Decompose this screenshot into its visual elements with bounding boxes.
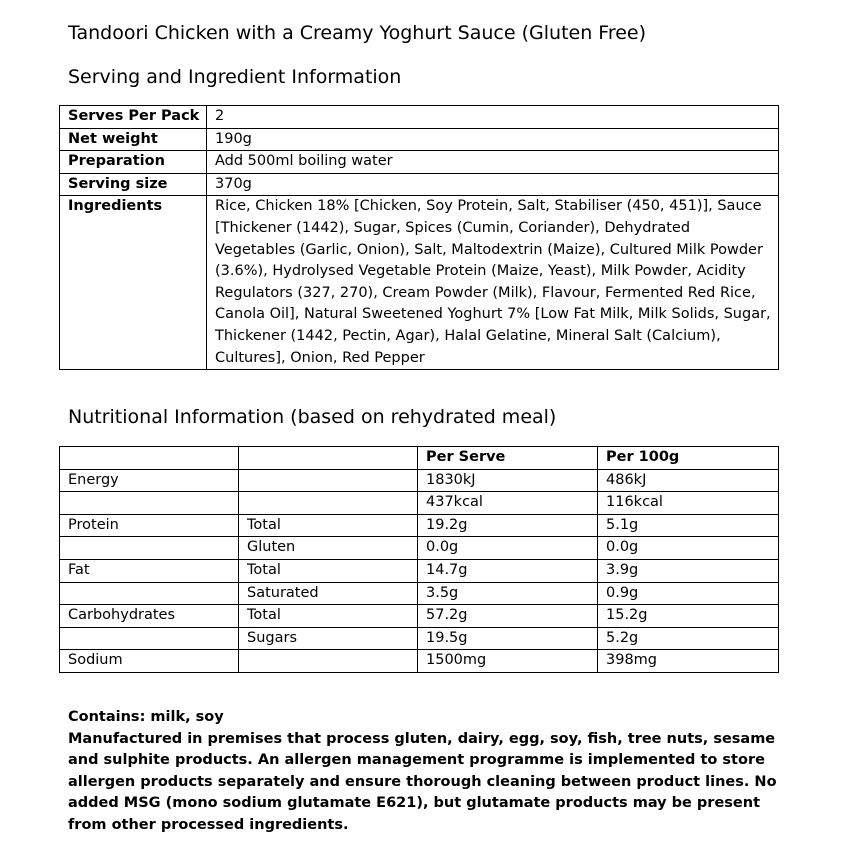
nutrient-name: Energy xyxy=(60,469,239,492)
page-title: Tandoori Chicken with a Creamy Yoghurt Sauce (Gluten Free) xyxy=(68,22,647,44)
per-100g-value: 486kJ xyxy=(598,469,779,492)
nutrition-table xyxy=(59,446,779,673)
nutrient-sub: Total xyxy=(239,514,418,537)
table-row xyxy=(60,492,779,515)
per-100g-value: 5.1g xyxy=(598,514,779,537)
per-100g-value: 0.0g xyxy=(598,537,779,560)
nutrient-sub: Total xyxy=(239,559,418,582)
row-label: Serving size xyxy=(60,173,207,196)
serving-heading: Serving and Ingredient Information xyxy=(68,66,402,88)
per-serve-value: 19.2g xyxy=(418,514,598,537)
per-100g-value: 116kcal xyxy=(598,492,779,515)
table-row xyxy=(60,151,779,174)
table-row xyxy=(60,627,779,650)
header-cell xyxy=(239,447,418,470)
nutrient-name: Sodium xyxy=(60,650,239,673)
row-value: 370g xyxy=(207,173,779,196)
header-per-serve: Per Serve xyxy=(418,447,598,470)
per-serve-value: 0.0g xyxy=(418,537,598,560)
row-label: Ingredients xyxy=(60,196,207,370)
nutrient-name xyxy=(60,537,239,560)
table-row xyxy=(60,128,779,151)
row-value: 2 xyxy=(207,106,779,129)
table-row xyxy=(60,650,779,673)
nutrient-name xyxy=(60,492,239,515)
nutrient-sub: Saturated xyxy=(239,582,418,605)
per-serve-value: 19.5g xyxy=(418,627,598,650)
ingredients-value: Rice, Chicken 18% [Chicken, Soy Protein, Salt, Stabiliser (450, 451)], Sauce [Thickener (1442), Sugar, Spices (Cumin, Coriander), Dehydrated Vegetables (Garlic, Onion), Salt, Maltodextrin (Maize), Cultured Milk Powder (3.6%), Hydrolysed Vegetable Protein (Maize, Yeast), Milk Powder, Acidity Regulators (327, 270), Cream Powder (Milk), Flavour, Fermented Red Rice, Canola Oil], Natural Sweetened Yoghurt 7% [Low Fat Milk, Milk Solids, Sugar, Thickener (1442, Pectin, Agar), Halal Gelatine, Mineral Salt (Calcium), Cultures], Onion, Red Pepper xyxy=(207,196,779,370)
nutrient-sub: Sugars xyxy=(239,627,418,650)
contains-line: Contains: milk, soy xyxy=(68,709,224,725)
table-row xyxy=(60,582,779,605)
allergen-footer xyxy=(68,707,798,836)
per-100g-value: 398mg xyxy=(598,650,779,673)
per-100g-value: 5.2g xyxy=(598,627,779,650)
table-row xyxy=(60,605,779,628)
per-serve-value: 57.2g xyxy=(418,605,598,628)
nutrient-name: Protein xyxy=(60,514,239,537)
nutrient-sub xyxy=(239,469,418,492)
serving-table xyxy=(59,105,779,370)
header-cell xyxy=(60,447,239,470)
nutrient-name: Fat xyxy=(60,559,239,582)
nutrient-name xyxy=(60,582,239,605)
row-label: Net weight xyxy=(60,128,207,151)
table-row xyxy=(60,469,779,492)
per-serve-value: 3.5g xyxy=(418,582,598,605)
row-label: Serves Per Pack xyxy=(60,106,207,129)
per-100g-value: 3.9g xyxy=(598,559,779,582)
nutrition-heading: Nutritional Information (based on rehydrated meal) xyxy=(68,406,557,428)
row-value: 190g xyxy=(207,128,779,151)
nutrient-name: Carbohydrates xyxy=(60,605,239,628)
row-label: Preparation xyxy=(60,151,207,174)
table-row xyxy=(60,106,779,129)
allergen-statement: Manufactured in premises that process gluten, dairy, egg, soy, fish, tree nuts, sesame and sulphite products. An allergen management programme is implemented to store allergen products separately and ensure thorough cleaning between product lines. No added MSG (mono sodium glutamate E621), but glutamate products may be present from other processed ingredients. xyxy=(68,730,777,833)
nutrient-name xyxy=(60,627,239,650)
table-header-row xyxy=(60,447,779,470)
nutrient-sub xyxy=(239,650,418,673)
table-row xyxy=(60,173,779,196)
table-row xyxy=(60,537,779,560)
per-serve-value: 1500mg xyxy=(418,650,598,673)
per-100g-value: 0.9g xyxy=(598,582,779,605)
header-per-100g: Per 100g xyxy=(598,447,779,470)
per-100g-value: 15.2g xyxy=(598,605,779,628)
table-row xyxy=(60,196,779,370)
per-serve-value: 14.7g xyxy=(418,559,598,582)
nutrient-sub xyxy=(239,492,418,515)
per-serve-value: 1830kJ xyxy=(418,469,598,492)
per-serve-value: 437kcal xyxy=(418,492,598,515)
nutrient-sub: Gluten xyxy=(239,537,418,560)
table-row xyxy=(60,559,779,582)
row-value: Add 500ml boiling water xyxy=(207,151,779,174)
nutrient-sub: Total xyxy=(239,605,418,628)
table-row xyxy=(60,514,779,537)
